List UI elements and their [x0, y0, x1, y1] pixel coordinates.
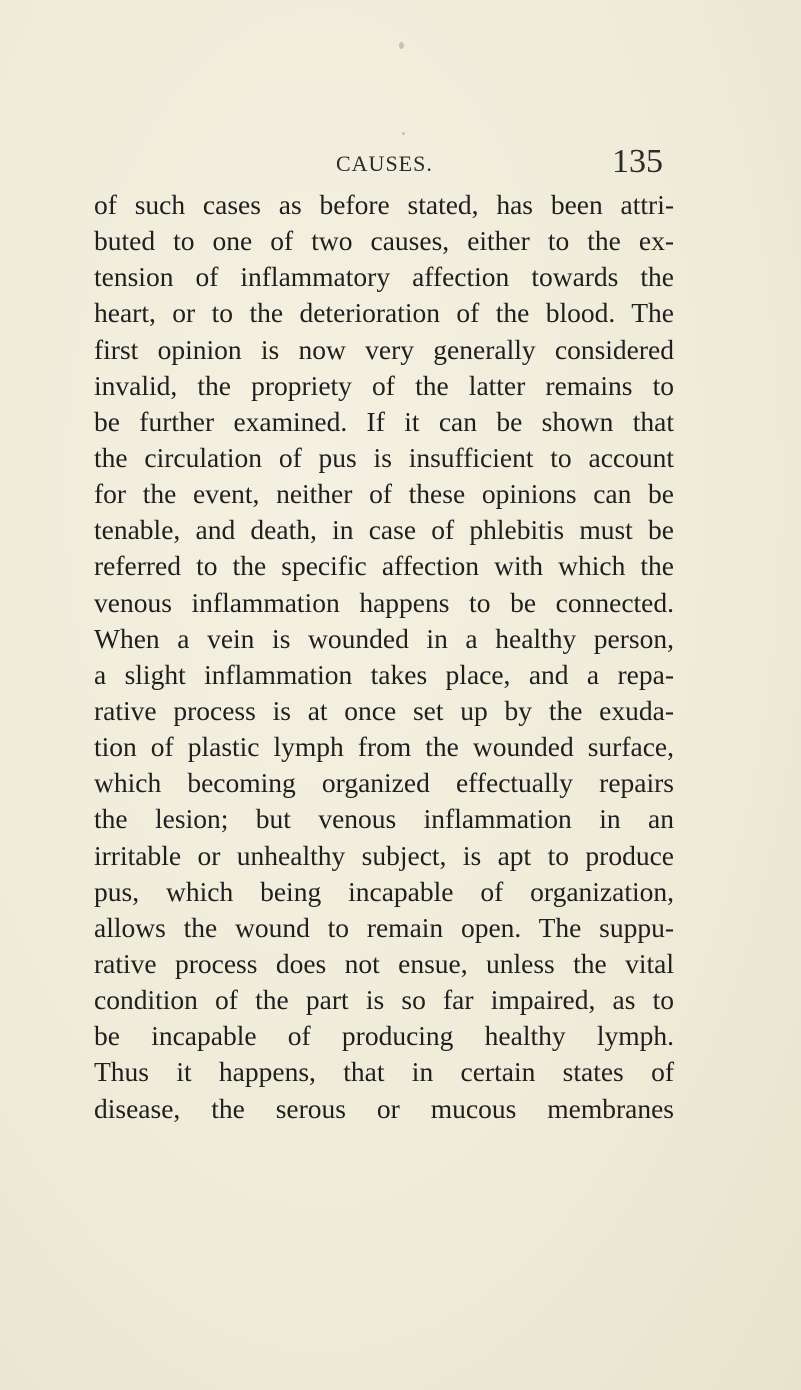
text-line: of such cases as before stated, has been attri-	[94, 189, 674, 220]
text-line: invalid, the propriety of the latter remains to	[94, 369, 674, 401]
text-line: the lesion; but venous inflammation in an	[94, 803, 674, 835]
text-line: tension of inflammatory affection towards the	[94, 261, 674, 293]
text-line: buted to one of two causes, either to the ex-	[94, 225, 674, 257]
text-line: heart, or to the deterioration of the blood. The	[94, 297, 674, 329]
text-line: tion of plastic lymph from the wounded surface,	[94, 731, 674, 763]
text-line: When a vein is wounded in a healthy person,	[94, 622, 674, 654]
running-head: CAUSES.	[336, 151, 433, 176]
body-text	[94, 187, 674, 1127]
text-line: a slight inflammation takes place, and a repa-	[94, 658, 674, 690]
paper-speck	[399, 42, 404, 49]
text-line: be incapable of producing healthy lymph.	[94, 1020, 674, 1052]
text-line: tenable, and death, in case of phlebitis must be	[94, 514, 674, 546]
text-line: pus, which being incapable of organization,	[94, 875, 674, 907]
text-line: for the event, neither of these opinions can be	[94, 478, 674, 510]
text-line: rative process is at once set up by the exuda-	[94, 694, 674, 726]
text-line: be further examined. If it can be shown that	[94, 405, 674, 437]
text-line: allows the wound to remain open. The suppu-	[94, 911, 674, 943]
text-line: the circulation of pus is insufficient to account	[94, 441, 674, 473]
paper-speck	[402, 132, 405, 135]
text-line: irritable or unhealthy subject, is apt to produce	[94, 839, 674, 871]
text-line: rative process does not ensue, unless the vital	[94, 947, 674, 979]
text-line: venous inflammation happens to be connected.	[94, 586, 674, 618]
text-line: disease, the serous or mucous membranes	[94, 1092, 674, 1124]
text-line: referred to the specific affection with which the	[94, 550, 674, 582]
page-header	[0, 143, 801, 183]
text-line: first opinion is now very generally considered	[94, 333, 674, 365]
text-line: condition of the part is so far impaired, as to	[94, 984, 674, 1016]
page-number: 135	[612, 143, 663, 180]
text-line: Thus it happens, that in certain states of	[94, 1056, 674, 1088]
text-line: which becoming organized effectually repairs	[94, 767, 674, 799]
